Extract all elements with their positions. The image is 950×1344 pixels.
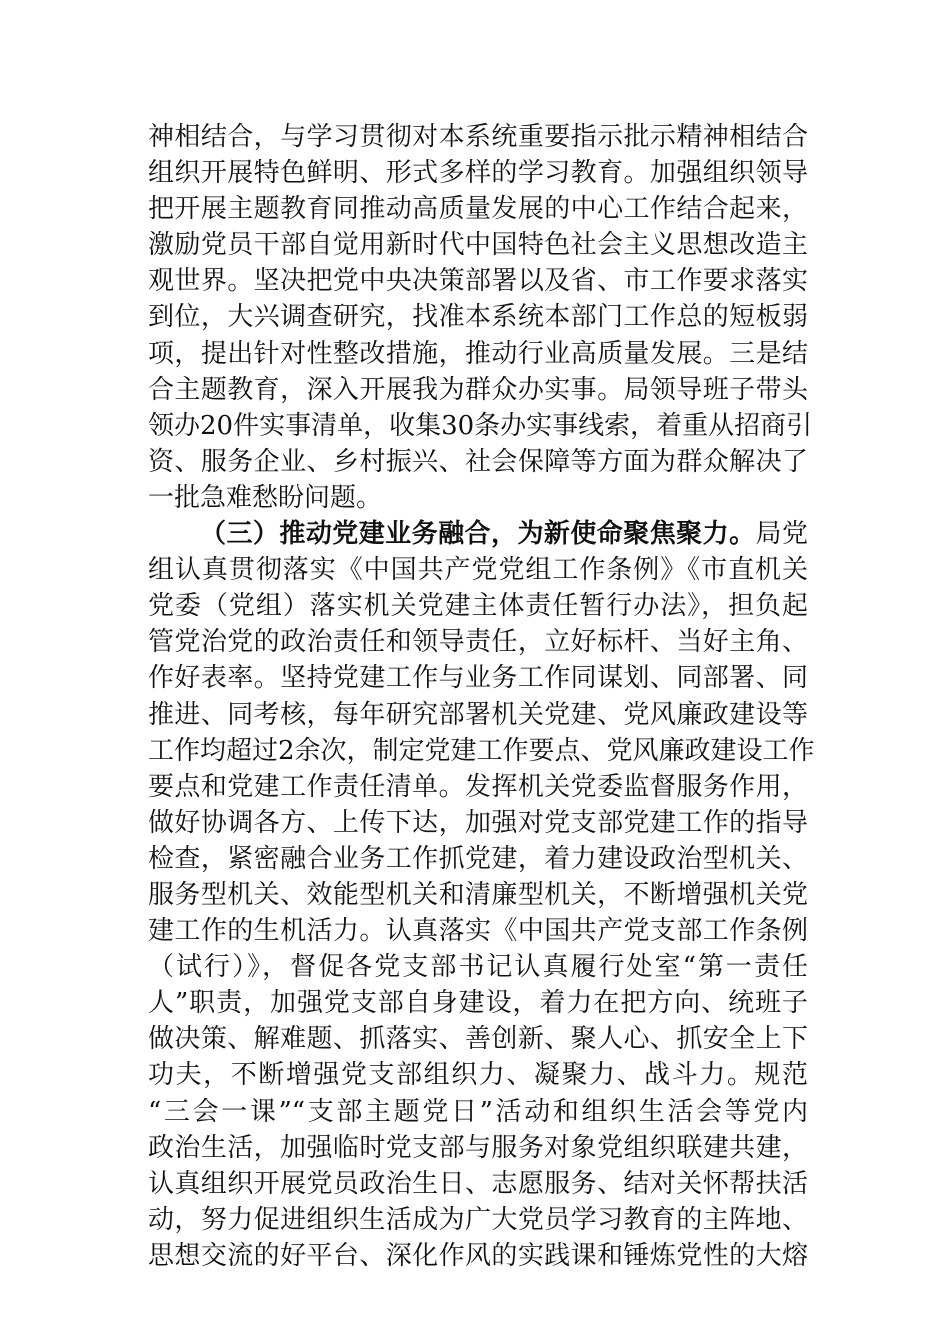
- paragraph-line: 要点和党建工作责任清单。发挥机关党委监督服务作用，: [148, 771, 808, 802]
- paragraph-line: 合主题教育，深入开展我为群众办实事。局领导班子带头: [148, 374, 808, 405]
- paragraph-line: 领办20件实事清单，收集30条办实事线索，着重从招商引: [148, 410, 813, 441]
- paragraph-line: 管党治党的政治责任和领导责任，立好标杆、当好主角、: [148, 627, 808, 658]
- paragraph-line: “三会一课”“支部主题党日”活动和组织生活会等党内: [148, 1096, 808, 1127]
- paragraph-line: 到位，大兴调查研究，找准本系统本部门工作总的短板弱: [148, 302, 808, 333]
- paragraph-line: 政治生活，加强临时党支部与服务对象党组织联建共建，: [148, 1132, 808, 1163]
- paragraph-1: [148, 119, 813, 516]
- paragraph-line: 动，努力促进组织生活成为广大党员学习教育的主阵地、: [148, 1204, 808, 1235]
- paragraph-line: 推进、同考核，每年研究部署机关党建、党风廉政建设等: [148, 699, 808, 730]
- paragraph-line: 服务型机关、效能型机关和清廉型机关，不断增强机关党: [148, 879, 808, 910]
- paragraph-first-line: [148, 516, 808, 552]
- paragraph-line: 思想交流的好平台、深化作风的实践课和锤炼党性的大熔: [148, 1240, 808, 1271]
- paragraph-line: 作好表率。坚持党建工作与业务工作同谋划、同部署、同: [148, 663, 808, 694]
- paragraph-line: 建工作的生机活力。认真落实《中国共产党支部工作条例: [148, 916, 808, 947]
- paragraph-line: 认真组织开展党员政治生日、志愿服务、结对关怀帮扶活: [148, 1168, 808, 1199]
- paragraph-line: （试行）》，督促各党支部书记认真履行处室“第一责任: [148, 952, 808, 983]
- paragraph-line: 人”职责，加强党支部自身建设，着力在把方向、统班子: [148, 988, 808, 1019]
- paragraph-line: 资、服务企业、乡村振兴、社会保障等方面为群众解决了: [148, 446, 808, 477]
- heading-continuation: 局党: [755, 519, 808, 550]
- paragraph-line: 检查，紧密融合业务工作抓党建，着力建设政治型机关、: [148, 843, 808, 874]
- paragraph-line: 做决策、解难题、抓落实、善创新、聚人心、抓安全上下: [148, 1024, 808, 1055]
- paragraph-2: [148, 516, 815, 1274]
- paragraph-line: 功夫，不断增强党支部组织力、凝聚力、战斗力。规范: [148, 1060, 808, 1091]
- paragraph-line: 把开展主题教育同推动高质量发展的中心工作结合起来，: [148, 194, 808, 225]
- paragraph-line: 工作均超过2余次，制定党建工作要点、党风廉政建设工作: [148, 735, 815, 766]
- paragraph-line: 党委（党组）落实机关党建主体责任暂行办法》，担负起: [148, 591, 808, 622]
- paragraph-line: 观世界。坚决把党中央决策部署以及省、市工作要求落实: [148, 266, 808, 297]
- paragraph-line: 项，提出针对性整改措施，推动行业高质量发展。三是结: [148, 338, 808, 369]
- paragraph-line: 神相结合，与学习贯彻对本系统重要指示批示精神相结合: [148, 122, 808, 152]
- paragraph-line: 做好协调各方、上传下达，加强对党支部党建工作的指导: [148, 807, 808, 838]
- document-body: [148, 119, 815, 1274]
- paragraph-line: 一批急难愁盼问题。: [148, 482, 383, 513]
- paragraph-line: 组织开展特色鲜明、形式多样的学习教育。加强组织领导: [148, 158, 808, 189]
- paragraph-line: 组认真贯彻落实《中国共产党党组工作条例》《市直机关: [148, 555, 808, 586]
- section-heading: （三）推动党建业务融合，为新使命聚焦聚力。: [200, 519, 756, 550]
- paragraph-line: 激励党员干部自觉用新时代中国特色社会主义思想改造主: [148, 230, 808, 261]
